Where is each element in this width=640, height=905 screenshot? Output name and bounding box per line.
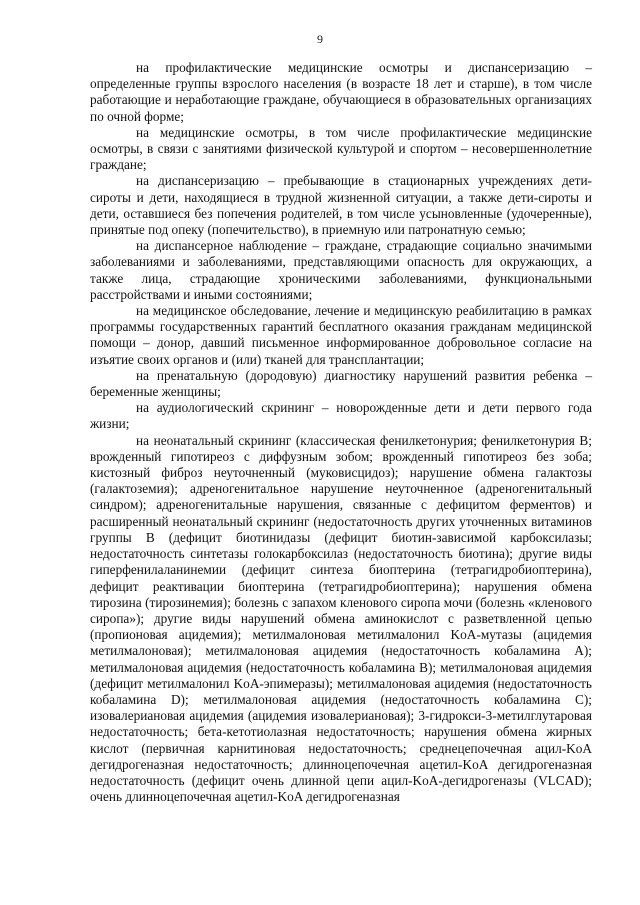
paragraph-preventive-examinations: на профилактические медицинские осмотры и диспансеризацию – определенные группы взрослого населения (в возрасте 18 лет и старше), в том числе работающие и неработающие граждане, обучающиеся в образовательных организациях по очной форме; [90, 60, 592, 124]
document-body [90, 60, 592, 805]
paragraph-dispensarization-orphans: на диспансеризацию – пребывающие в стационарных учреждениях дети-сироты и дети, находящиеся в трудной жизненной ситуации, а также дети-сироты и дети, оставшиеся без попечения родителей, в том числе усыновленные (удочеренные), принятые под опеку (попечительство), в приемную или патронатную семью; [90, 173, 592, 238]
paragraph-audiological-screening: на аудиологический скрининг – новорожденные дети и дети первого года жизни; [90, 400, 592, 432]
paragraph-dispensary-observation: на диспансерное наблюдение – граждане, страдающие социально значимыми заболеваниями и заболеваниями, представляющими опасность для окружающих, а также лица, страдающие хроническими заболеваниями, функциональными расстройствами и иными состояниями; [90, 238, 592, 302]
paragraph-prenatal-diagnostics: на пренатальную (дородовую) диагностику нарушений развития ребенка – беременные женщины; [90, 367, 592, 400]
paragraph-donor-examination: на медицинское обследование, лечение и медицинскую реабилитацию в рамках программы государственных гарантий бесплатного оказания гражданам медицинской помощи – донор, давший письменное информированное добровольное согласие на изъятие своих органов и (или) тканей для трансплантации; [90, 303, 592, 367]
page-number: 9 [317, 32, 323, 46]
paragraph-neonatal-screening: на неонатальный скрининг (классическая фенилкетонурия; фенилкетонурия B; врожденный гипотиреоз с диффузным зобом; врожденный гипотиреоз без зоба; кистозный фиброз неуточненный (муковисцидоз); нарушение обмена галактозы (галактоземия); адреногенитальное нарушение неуточненное (адреногенитальный синдром); адреногенитальные нарушения, связанные с дефицитом ферментов) и расширенный неонатальный скрининг (недостаточность других уточненных витаминов группы B (дефицит биотинидазы (дефицит биотин-зависимой карбоксилазы; недостаточность синтетазы голокарбоксилаз (недостаточность биотина); другие виды гиперфенилаланинемии (дефицит синтеза биоптерина (тетрагидробиоптерина), дефицит реактивации биоптерина (тетрагидробиоптерина); нарушения обмена тирозина (тирозинемия); болезнь с запахом кленового сиропа мочи (болезнь «кленового сиропа»); другие виды нарушений обмена аминокислот с разветвленной цепью (пропионовая ацидемия); метилмалоновая метилмалонил KoA-мутазы (ацидемия метилмалоновая); метилмалоновая ацидемия (недостаточность кобаламина A); метилмалоновая ацидемия (недостаточность кобаламина B); метилмалоновая ацидемия (дефицит метилмалонил KoA-эпимеразы); метилмалоновая ацидемия (недостаточность кобаламина D); метилмалоновая ацидемия (недостаточность кобаламина C); изовалериановая ацидемия (ацидемия изовалериановая); 3-гидрокси-3-метилглутаровая недостаточность; бета-кетотиолазная недостаточность; нарушения обмена жирных кислот (первичная карнитиновая недостаточность; среднецепочечная ацил-KoA дегидрогеназная недостаточность; длинноцепочечная ацетил-KoA дегидрогеназная недостаточность (дефицит очень длинной цепи ацил-KoA-дегидрогеназы (VLCAD); очень длинноцепочечная ацетил-KoA дегидрогеназная [90, 432, 592, 805]
paragraph-medical-examinations-minors: на медицинские осмотры, в том числе профилактические медицинские осмотры, в связи с занятиями физической культурой и спортом – несовершеннолетние граждане; [90, 124, 592, 173]
